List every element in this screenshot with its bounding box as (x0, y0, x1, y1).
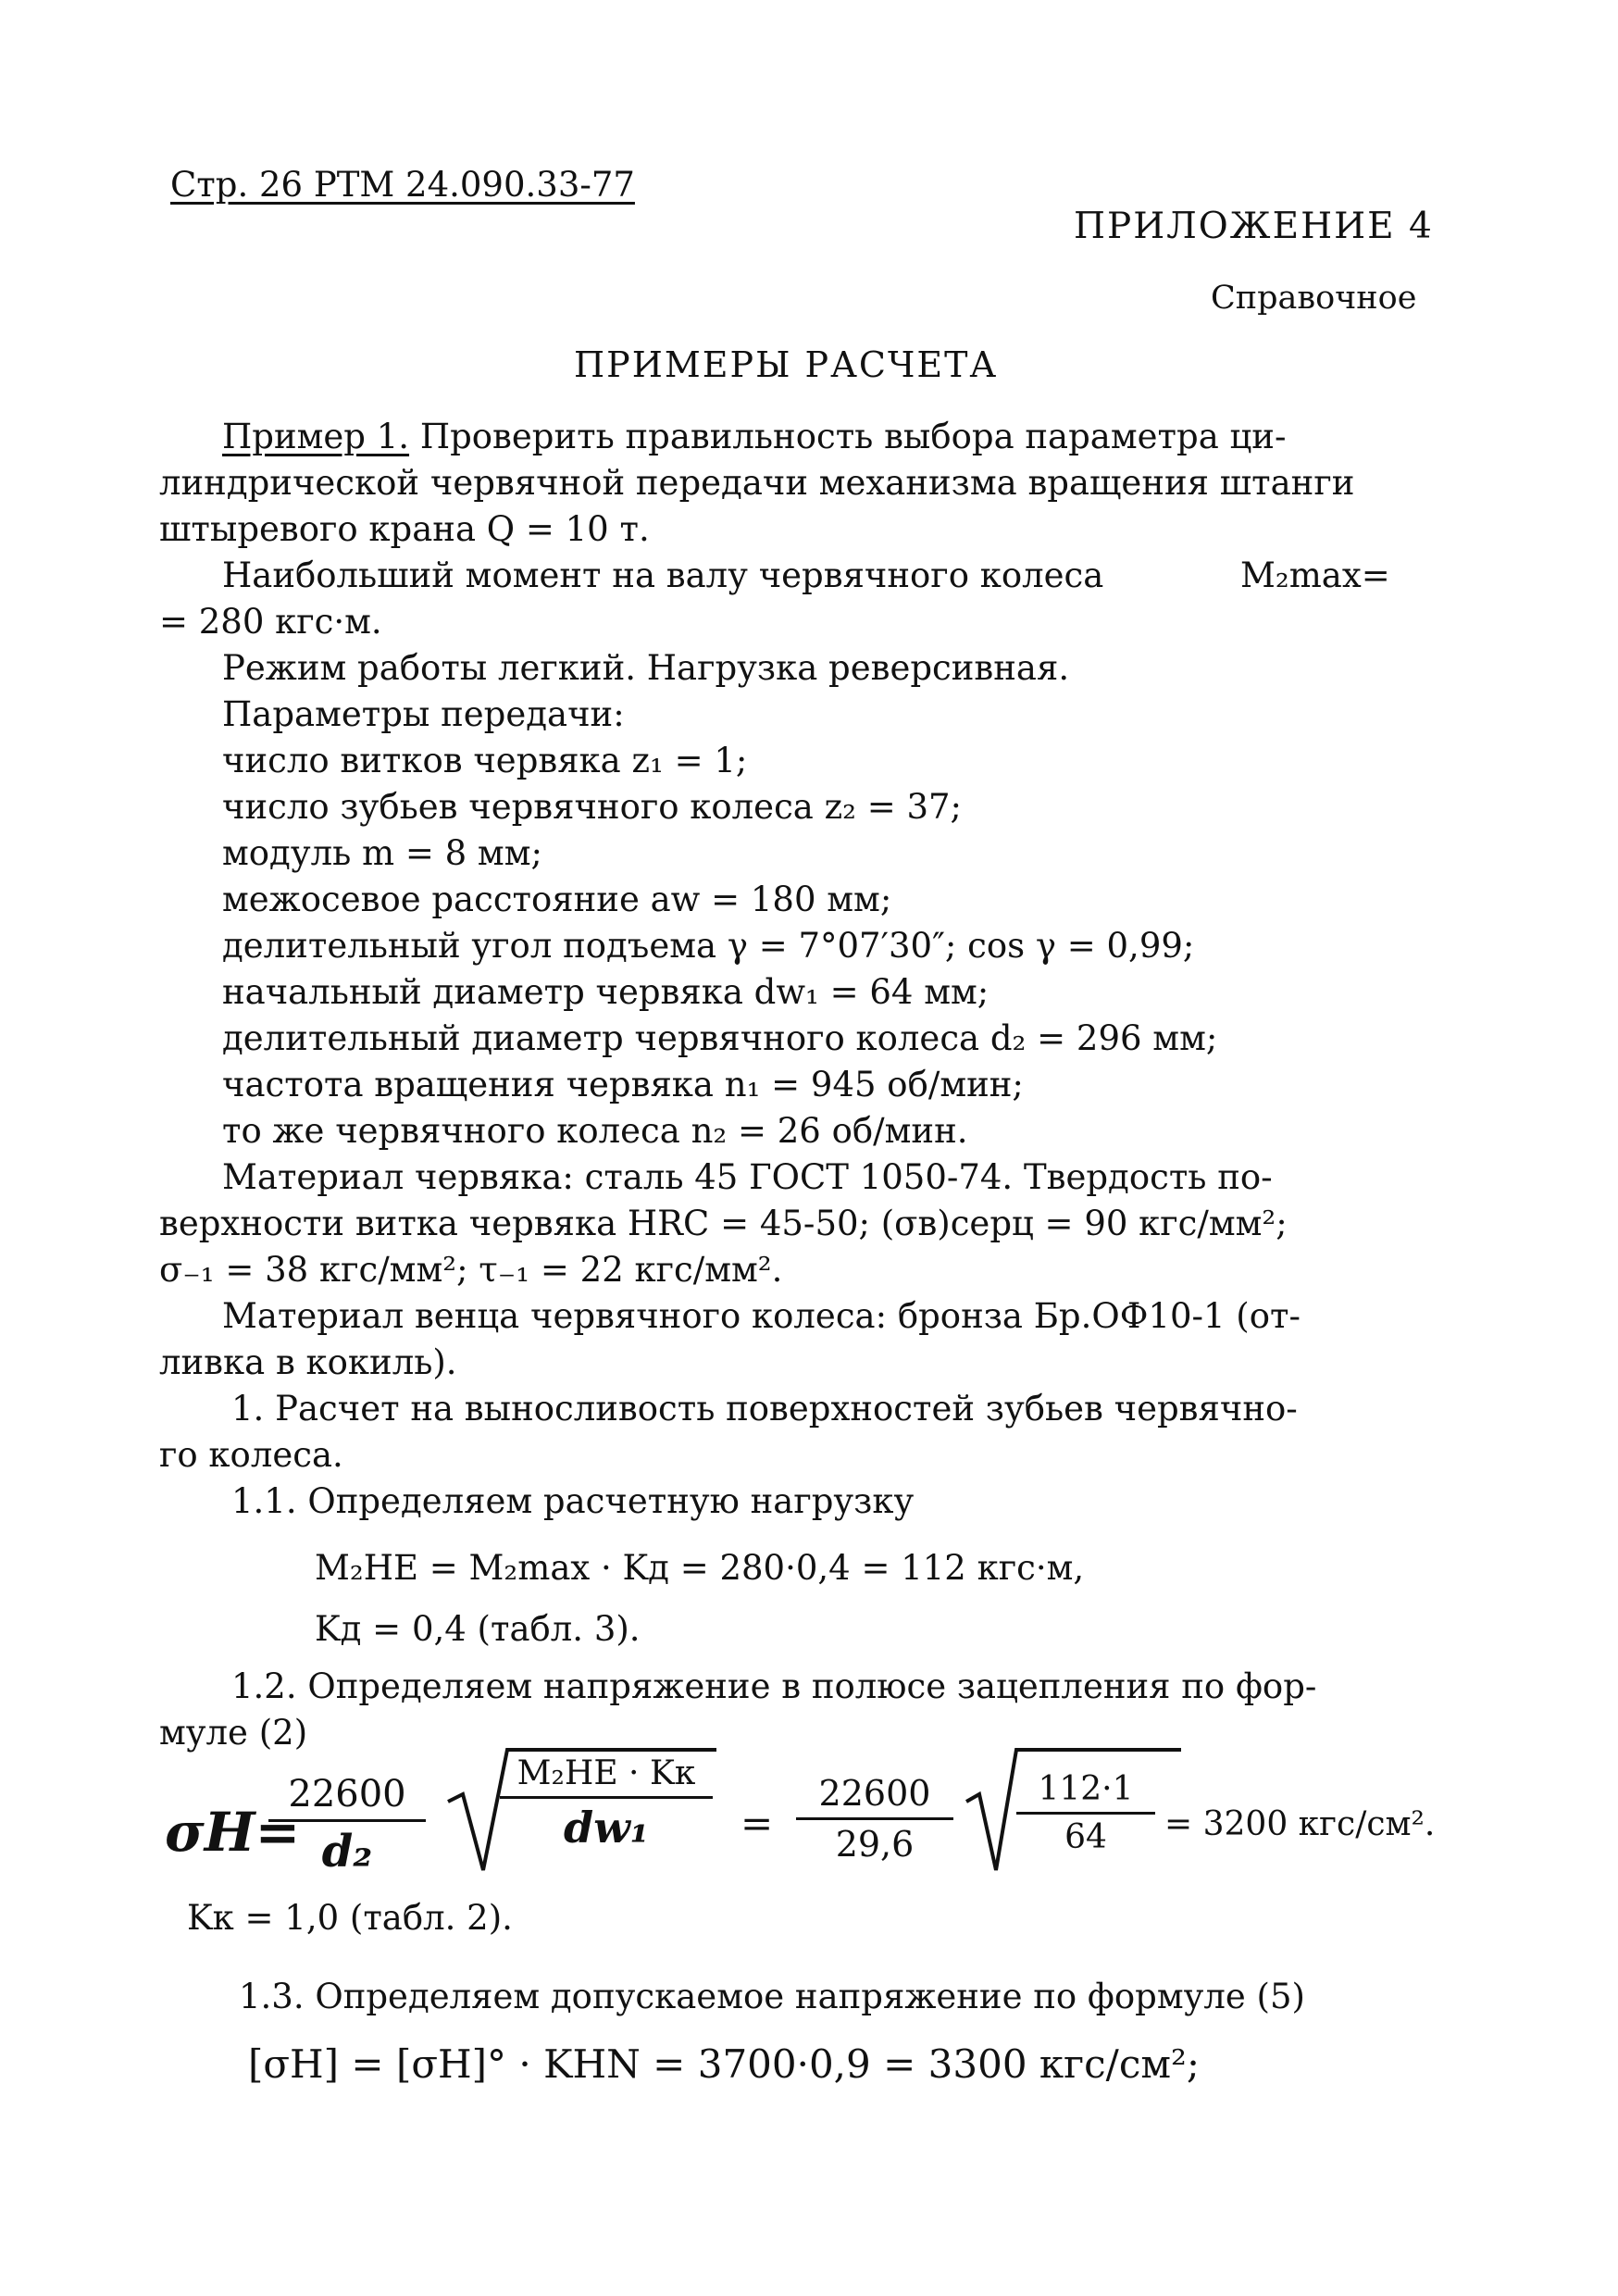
param-worm-threads: число витков червяка z₁ = 1; (222, 741, 748, 780)
example-intro-line-1 (222, 417, 1286, 456)
moment-symbol: M₂max= (1240, 555, 1390, 595)
fraction-1 (268, 1773, 426, 1878)
fraction-1-bar (268, 1819, 426, 1822)
param-wheel-speed: то же червячного колеса n₂ = 26 об/мин. (222, 1111, 968, 1151)
radical-2-fraction (1016, 1770, 1155, 1856)
radical-1-fraction (500, 1754, 713, 1853)
param-lead-angle: делительный угол подъема γ = 7°07′30″; cos γ = 0,99; (222, 926, 1195, 966)
radical-1-numerator: M₂HE · Kк (517, 1754, 696, 1792)
moment-line-2: = 280 кгс·м. (159, 602, 382, 642)
formula-contact-stress-result: = 3200 кгс/см². (1164, 1805, 1436, 1843)
formula-equals: = (741, 1801, 774, 1846)
section-1-2-heading-line-1: 1.2. Определяем напряжение в полюсе зацепления по фор- (231, 1666, 1317, 1706)
appendix-heading: ПРИЛОЖЕНИЕ 4 (1074, 206, 1434, 247)
load-factor-note: Kд = 0,4 (табл. 3). (315, 1609, 641, 1649)
param-wheel-pitch-diameter: делительный диаметр червячного колеса d₂ = 296 мм; (222, 1018, 1218, 1058)
param-worm-pitch-diameter: начальный диаметр червяка dw₁ = 64 мм; (222, 972, 989, 1012)
page-reference: Стр. 26 РТМ 24.090.33-77 (170, 165, 635, 205)
formula-allowable-stress: [σH] = [σH]° · KHN = 3700·0,9 = 3300 кгс/см²; (248, 2041, 1200, 2087)
section-1-3-heading: 1.3. Определяем допускаемое напряжение по формуле (5) (239, 1977, 1305, 2016)
document-title: ПРИМЕРЫ РАСЧЕТА (574, 344, 999, 385)
example-intro-line-3: штыревого крана Q = 10 т. (159, 509, 650, 549)
param-module: модуль m = 8 мм; (222, 833, 542, 873)
fraction-1-numerator: 22600 (288, 1773, 406, 1816)
fraction-2 (796, 1773, 953, 1865)
fraction-1-denominator: d₂ (321, 1826, 373, 1878)
fraction-2-denominator: 29,6 (835, 1824, 915, 1865)
worm-material-line-2: верхности витка червяка HRC = 45-50; (σв)серц = 90 кгс/мм²; (159, 1204, 1288, 1243)
wheel-material-line-2: ливка в кокиль). (159, 1342, 457, 1382)
example-text: Проверить правильность выбора параметра ци- (419, 417, 1287, 456)
param-wheel-teeth: число зубьев червячного колеса z₂ = 37; (222, 787, 963, 827)
formula-contact-stress-lhs: σH= (165, 1801, 301, 1864)
section-1-2-heading-line-2: муле (2) (159, 1713, 308, 1753)
radical-1-denominator: dw₁ (564, 1803, 649, 1853)
radical-2-denominator: 64 (1064, 1818, 1107, 1856)
fraction-2-numerator: 22600 (818, 1773, 931, 1814)
section-1-1-heading: 1.1. Определяем расчетную нагрузку (231, 1481, 915, 1521)
wheel-material-line-1: Материал венца червячного колеса: бронза Бр.ОФ10-1 (от- (222, 1296, 1301, 1336)
radical-2-numerator: 112·1 (1038, 1770, 1134, 1808)
load-distribution-note: Kк = 1,0 (табл. 2). (187, 1898, 513, 1938)
param-center-distance: межосевое расстояние aw = 180 мм; (222, 880, 892, 919)
radical-2-bar (1016, 1812, 1155, 1815)
example-label: Пример 1. (222, 417, 410, 456)
param-worm-speed: частота вращения червяка n₁ = 945 об/мин; (222, 1065, 1024, 1104)
radical-1-bar (500, 1796, 713, 1799)
operating-mode: Режим работы легкий. Нагрузка реверсивная. (222, 648, 1070, 688)
appendix-status: Справочное (1211, 280, 1417, 317)
worm-material-line-3: σ₋₁ = 38 кгс/мм²; τ₋₁ = 22 кгс/мм². (159, 1250, 783, 1290)
formula-design-load: M₂HE = M₂max · Kд = 280·0,4 = 112 кгс·м, (315, 1548, 1085, 1588)
example-intro-line-2: линдрической червячной передачи механизма вращения штанги (159, 463, 1355, 503)
section-1-heading-line-1: 1. Расчет на выносливость поверхностей зубьев червячно- (231, 1389, 1298, 1429)
worm-material-line-1: Материал червяка: сталь 45 ГОСТ 1050-74. Твердость по- (222, 1157, 1273, 1197)
moment-line-1: Наибольший момент на валу червячного колеса (222, 555, 1104, 595)
section-1-heading-line-2: го колеса. (159, 1435, 343, 1475)
fraction-2-bar (796, 1817, 953, 1820)
params-heading: Параметры передачи: (222, 694, 625, 734)
